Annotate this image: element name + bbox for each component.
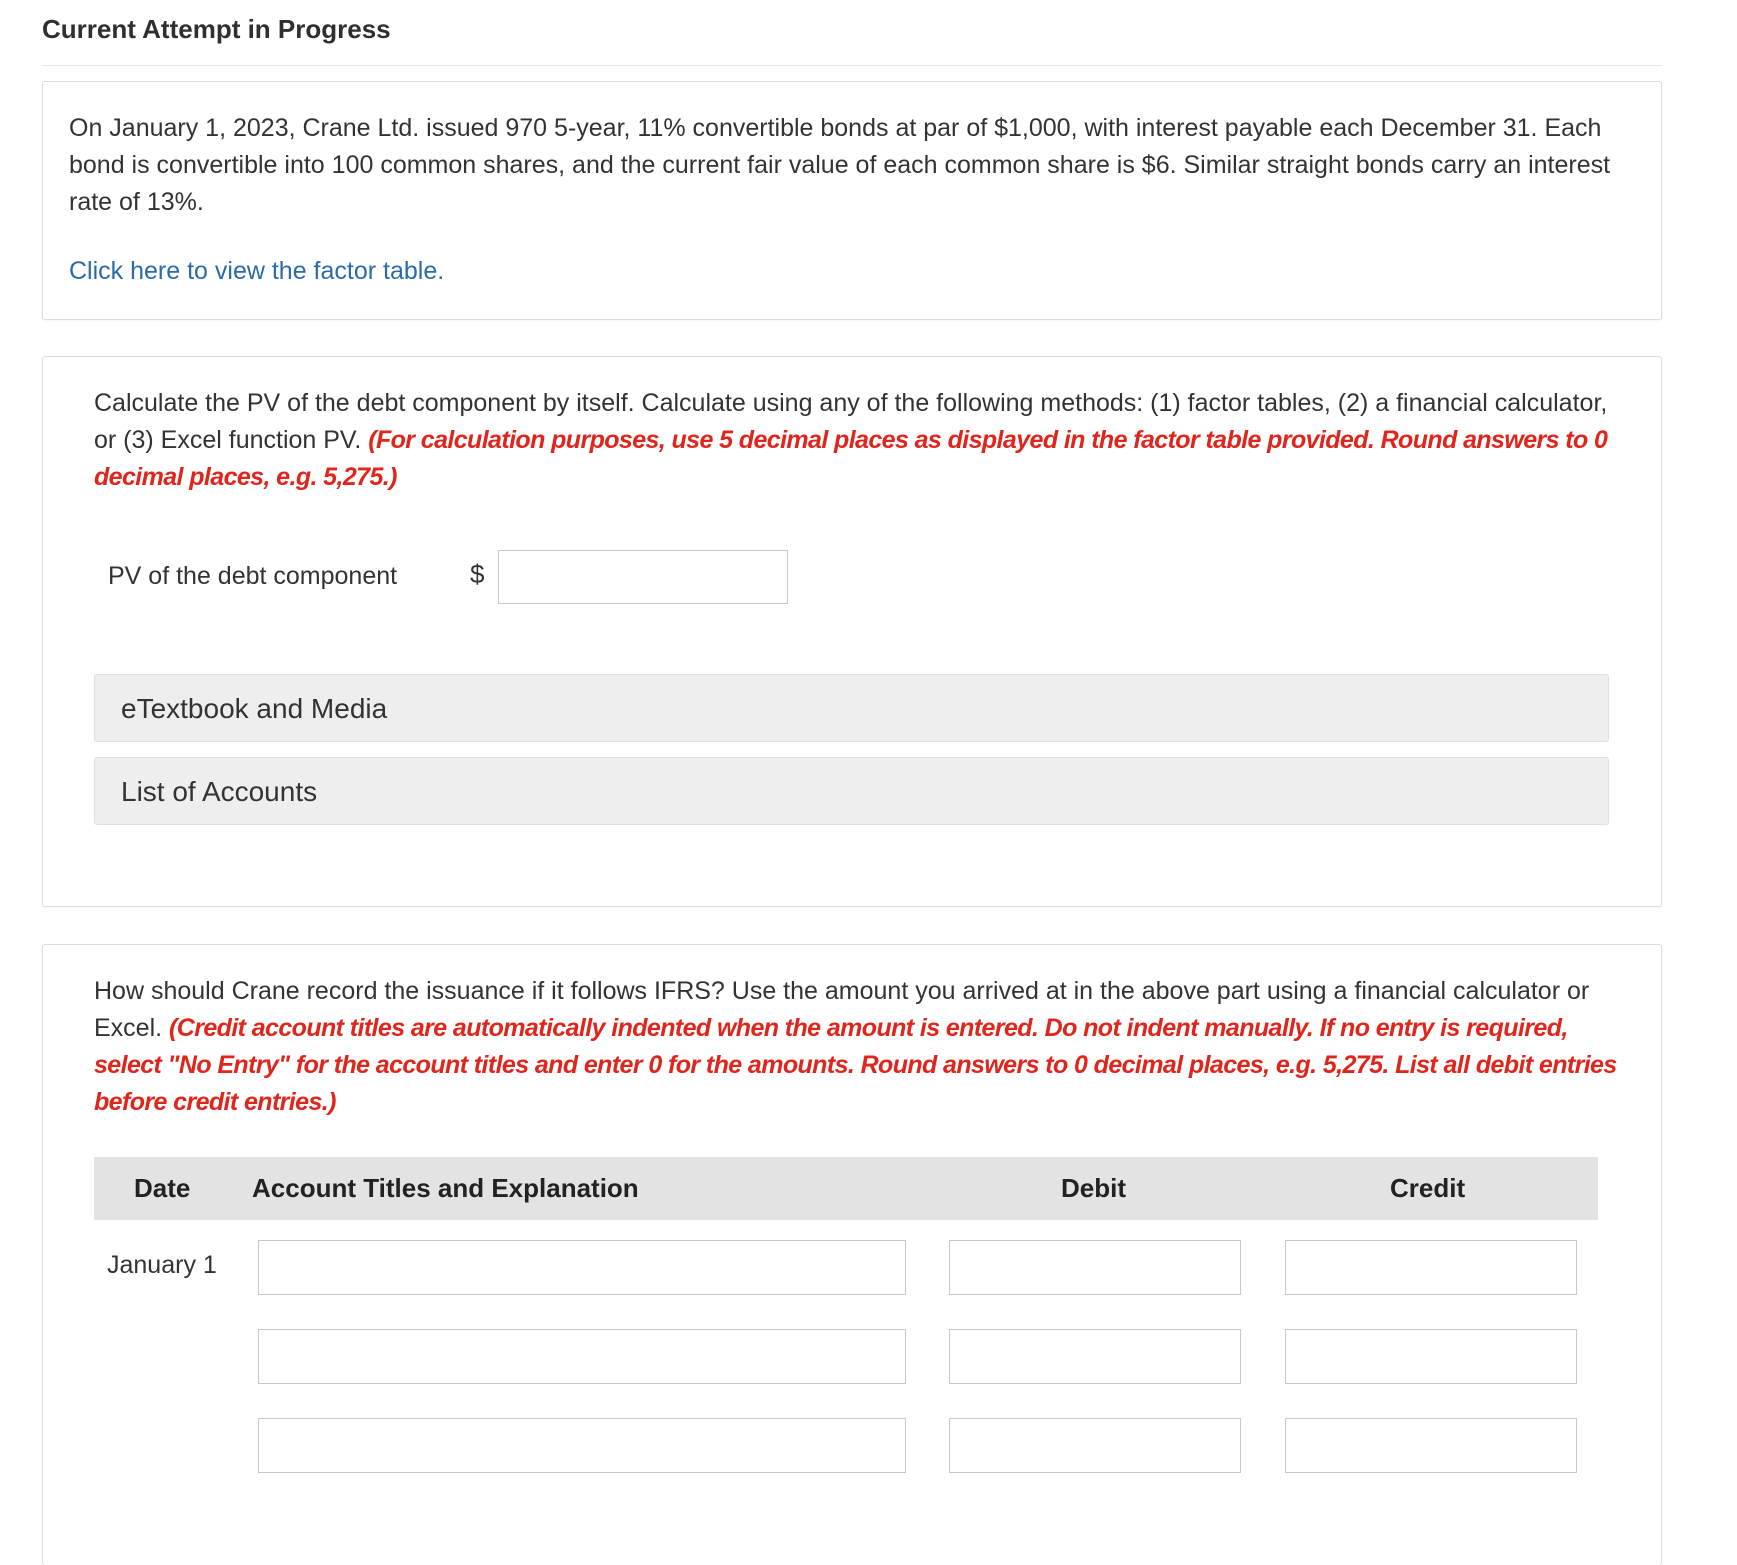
part1-question-text: Calculate the PV of the debt component by itself. Calculate using any of the following methods: (1) factor tables, (2) a financial calculator, or (3) Excel function PV. (94, 389, 1608, 454)
credit-input-2[interactable] (1285, 1329, 1577, 1384)
header-date: Date (134, 1173, 191, 1203)
pv-debt-label: PV of the debt component (108, 562, 398, 590)
credit-input-1[interactable] (1285, 1240, 1577, 1295)
part1-question (94, 385, 1624, 496)
account-title-input-1[interactable] (258, 1240, 906, 1295)
dollar-sign: $ (470, 559, 485, 589)
debit-input-3[interactable] (949, 1418, 1241, 1473)
journal-table-header (94, 1157, 1598, 1220)
title-divider (42, 65, 1662, 66)
header-debit: Debit (1061, 1173, 1126, 1203)
part2-panel (42, 944, 1662, 1565)
header-account-titles: Account Titles and Explanation (252, 1173, 639, 1203)
problem-panel (42, 81, 1662, 320)
list-of-accounts-label: List of Accounts (121, 776, 318, 807)
credit-input-3[interactable] (1285, 1418, 1577, 1473)
account-title-input-2[interactable] (258, 1329, 906, 1384)
problem-statement: On January 1, 2023, Crane Ltd. issued 970 5-year, 11% convertible bonds at par of $1,000, with interest payable each December 31. Each bond is convertible into 100 common shares, and the current fair value of each common share is $6. Similar straight bonds carry an interest rate of 13%. (69, 114, 1611, 216)
part1-instruction: (For calculation purposes, use 5 decimal places as displayed in the factor table provided. Round answers to 0 decimal places, e.g. 5,275.) (94, 426, 1608, 491)
list-of-accounts-button[interactable] (94, 757, 1609, 825)
factor-table-link[interactable]: Click here to view the factor table. (69, 257, 445, 285)
header-credit: Credit (1390, 1173, 1466, 1203)
entry-date: January 1 (107, 1251, 217, 1279)
part1-panel (42, 356, 1662, 907)
part2-question-text: How should Crane record the issuance if it follows IFRS? Use the amount you arrived at in the above part using a financial calculator or Excel. (94, 977, 1590, 1042)
debit-input-1[interactable] (949, 1240, 1241, 1295)
part2-instruction: (Credit account titles are automatically indented when the amount is entered. Do not indent manually. If no entry is required, select "No Entry" for the account titles and enter 0 for the amounts. Round answers to 0 decimal places, e.g. 5,275. List all debit entries before credit entries.) (94, 1014, 1617, 1116)
account-title-input-3[interactable] (258, 1418, 906, 1473)
etextbook-media-button[interactable] (94, 674, 1609, 742)
etextbook-media-label: eTextbook and Media (121, 693, 388, 724)
part2-question (94, 973, 1624, 1121)
page-title: Current Attempt in Progress (42, 14, 391, 44)
debit-input-2[interactable] (949, 1329, 1241, 1384)
pv-debt-input[interactable] (498, 550, 788, 604)
